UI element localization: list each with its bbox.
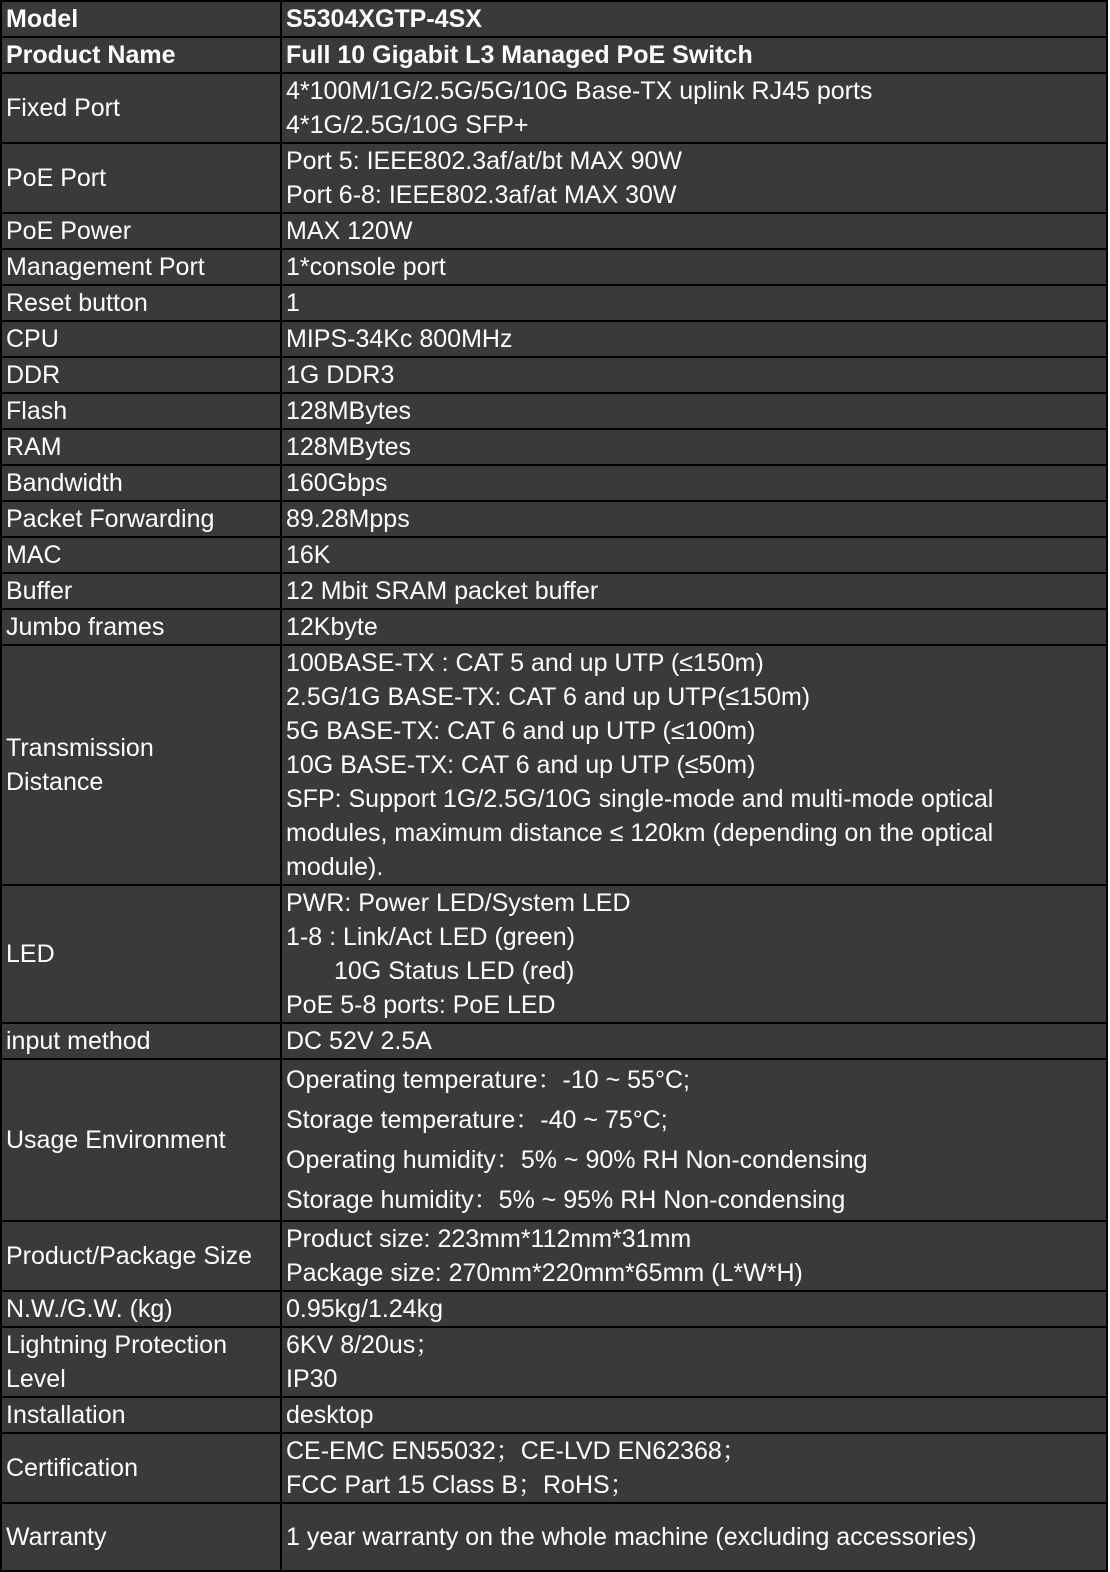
- spec-line: Operating humidity：5% ~ 90% RH Non-condensing: [286, 1146, 868, 1174]
- spec-value: 1G DDR3: [281, 357, 1107, 393]
- spec-line: Package size: 270mm*220mm*65mm (L*W*H): [286, 1259, 803, 1287]
- table-row: [1, 1503, 1107, 1571]
- spec-label: Bandwidth: [1, 465, 281, 501]
- table-row: [1, 143, 1107, 213]
- table-row: [1, 1397, 1107, 1433]
- spec-value: 1: [281, 285, 1107, 321]
- spec-line: Port 5: IEEE802.3af/at/bt MAX 90W: [286, 147, 683, 175]
- table-row: [1, 645, 1107, 885]
- spec-value: 128MBytes: [281, 393, 1107, 429]
- spec-label: Fixed Port: [1, 73, 281, 143]
- spec-label: Packet Forwarding: [1, 501, 281, 537]
- spec-label: Management Port: [1, 249, 281, 285]
- table-row: [1, 429, 1107, 465]
- spec-label: CPU: [1, 321, 281, 357]
- spec-value: 0.95kg/1.24kg: [281, 1291, 1107, 1327]
- spec-label: Jumbo frames: [1, 609, 281, 645]
- spec-line: 100BASE-TX : CAT 5 and up UTP (≤150m): [286, 649, 764, 677]
- table-row: [1, 573, 1107, 609]
- spec-value: MIPS-34Kc 800MHz: [281, 321, 1107, 357]
- table-row: [1, 465, 1107, 501]
- spec-line: PoE 5-8 ports: PoE LED: [286, 991, 556, 1019]
- spec-label: Flash: [1, 393, 281, 429]
- spec-line: 1-8 : Link/Act LED (green): [286, 923, 576, 951]
- spec-line: 10G BASE-TX: CAT 6 and up UTP (≤50m): [286, 751, 756, 779]
- spec-value: [281, 73, 1107, 143]
- table-row: [1, 501, 1107, 537]
- table-row: [1, 885, 1107, 1023]
- table-row: [1, 393, 1107, 429]
- table-row: [1, 73, 1107, 143]
- spec-label: Product/Package Size: [1, 1221, 281, 1291]
- spec-label: DDR: [1, 357, 281, 393]
- spec-line: 2.5G/1G BASE-TX: CAT 6 and up UTP(≤150m): [286, 683, 811, 711]
- spec-label: Buffer: [1, 573, 281, 609]
- spec-value: [281, 1059, 1107, 1221]
- spec-value: 12Kbyte: [281, 609, 1107, 645]
- spec-label: Product Name: [1, 37, 281, 73]
- spec-label: [1, 645, 281, 885]
- spec-value: Full 10 Gigabit L3 Managed PoE Switch: [281, 37, 1107, 73]
- table-row: [1, 213, 1107, 249]
- spec-label: LED: [1, 885, 281, 1023]
- spec-value: [281, 1433, 1107, 1503]
- spec-label: input method: [1, 1023, 281, 1059]
- table-row: [1, 1221, 1107, 1291]
- spec-line: modules, maximum distance ≤ 120km (depending on the optical: [286, 819, 994, 847]
- spec-value: 16K: [281, 537, 1107, 573]
- table-row: [1, 1, 1107, 37]
- spec-line: Storage temperature：-40 ~ 75°C;: [286, 1106, 668, 1134]
- table-row: [1, 1433, 1107, 1503]
- spec-value: [281, 1327, 1107, 1397]
- spec-value: [281, 645, 1107, 885]
- spec-value: [281, 1221, 1107, 1291]
- spec-label-line: Level: [6, 1365, 66, 1393]
- table-row: [1, 537, 1107, 573]
- spec-label: N.W./G.W. (kg): [1, 1291, 281, 1327]
- spec-label: MAC: [1, 537, 281, 573]
- spec-line: SFP: Support 1G/2.5G/10G single-mode and multi-mode optical: [286, 785, 994, 813]
- spec-value: 160Gbps: [281, 465, 1107, 501]
- spec-label: Model: [1, 1, 281, 37]
- spec-line: Product size: 223mm*112mm*31mm: [286, 1225, 692, 1253]
- spec-label: RAM: [1, 429, 281, 465]
- spec-label: PoE Power: [1, 213, 281, 249]
- spec-label: Usage Environment: [1, 1059, 281, 1221]
- table-row: [1, 249, 1107, 285]
- spec-label-line: Transmission: [6, 734, 154, 762]
- table-row: [1, 1023, 1107, 1059]
- spec-value: desktop: [281, 1397, 1107, 1433]
- spec-value: [281, 885, 1107, 1023]
- spec-value: 12 Mbit SRAM packet buffer: [281, 573, 1107, 609]
- spec-label: Installation: [1, 1397, 281, 1433]
- spec-line: PWR: Power LED/System LED: [286, 889, 631, 917]
- spec-line: 4*100M/1G/2.5G/5G/10G Base-TX uplink RJ45 ports: [286, 77, 873, 105]
- table-row: [1, 1327, 1107, 1397]
- spec-label-line: Lightning Protection: [6, 1331, 227, 1359]
- spec-line: IP30: [286, 1365, 338, 1393]
- spec-label-line: Distance: [6, 768, 104, 796]
- spec-value: DC 52V 2.5A: [281, 1023, 1107, 1059]
- spec-line: 6KV 8/20us；: [286, 1331, 441, 1359]
- spec-value: 89.28Mpps: [281, 501, 1107, 537]
- table-row: [1, 37, 1107, 73]
- table-row: [1, 321, 1107, 357]
- table-row: [1, 609, 1107, 645]
- spec-value: 1 year warranty on the whole machine (excluding accessories): [281, 1503, 1107, 1571]
- table-row: [1, 285, 1107, 321]
- spec-line: FCC Part 15 Class B；RoHS；: [286, 1471, 635, 1499]
- spec-value: MAX 120W: [281, 213, 1107, 249]
- spec-line: module).: [286, 853, 384, 881]
- spec-value: [281, 143, 1107, 213]
- spec-line: 4*1G/2.5G/10G SFP+: [286, 111, 529, 139]
- spec-line: Port 6-8: IEEE802.3af/at MAX 30W: [286, 181, 677, 209]
- table-row: [1, 357, 1107, 393]
- spec-value: S5304XGTP-4SX: [281, 1, 1107, 37]
- spec-line: CE-EMC EN55032；CE-LVD EN62368；: [286, 1437, 747, 1465]
- spec-line: 10G Status LED (red): [334, 957, 575, 985]
- spec-line: Operating temperature：-10 ~ 55°C;: [286, 1066, 690, 1094]
- table-row: [1, 1291, 1107, 1327]
- spec-line: Storage humidity：5% ~ 95% RH Non-condensing: [286, 1186, 846, 1214]
- spec-label: [1, 1327, 281, 1397]
- spec-label: Reset button: [1, 285, 281, 321]
- spec-value: 1*console port: [281, 249, 1107, 285]
- spec-label: Certification: [1, 1433, 281, 1503]
- spec-label: PoE Port: [1, 143, 281, 213]
- table-row: [1, 1059, 1107, 1221]
- spec-label: Warranty: [1, 1503, 281, 1571]
- spec-value: 128MBytes: [281, 429, 1107, 465]
- spec-line: 5G BASE-TX: CAT 6 and up UTP (≤100m): [286, 717, 756, 745]
